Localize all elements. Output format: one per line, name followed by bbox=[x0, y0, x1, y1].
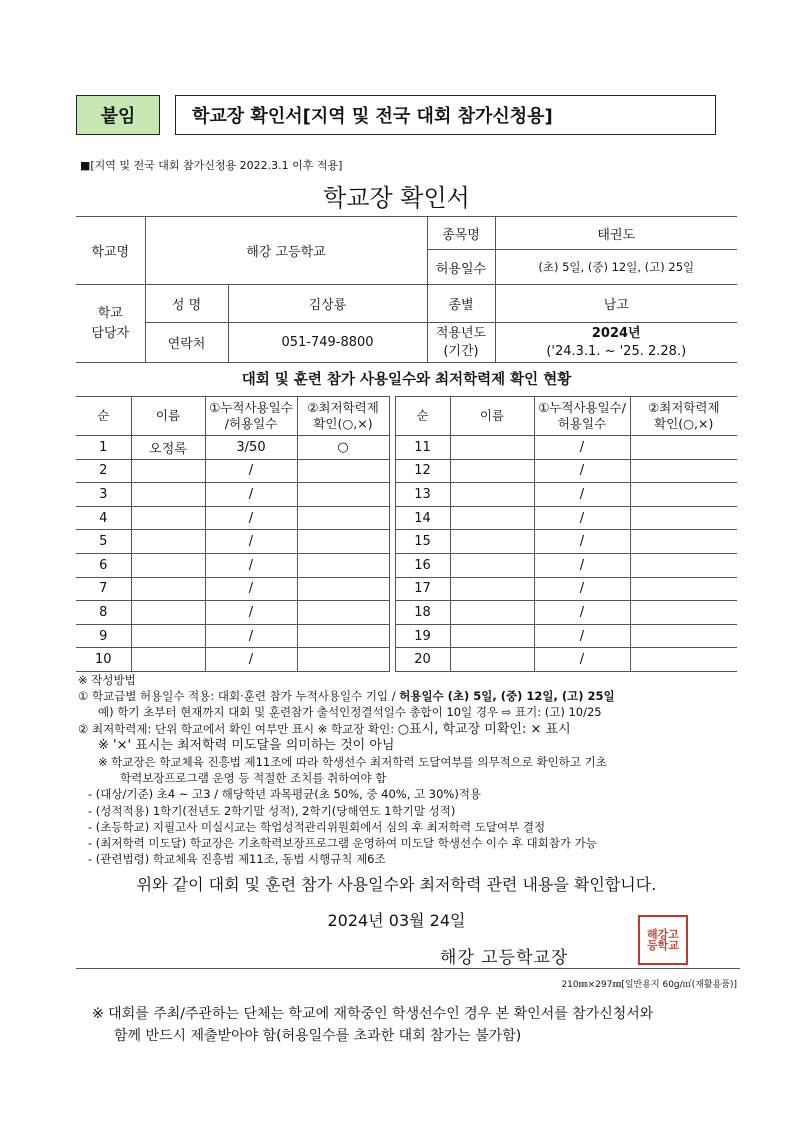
name-value: 김상룡 bbox=[228, 285, 427, 323]
header-days-right: ①누적사용일수/ 허용일수 bbox=[534, 397, 630, 436]
row-no-right: 15 bbox=[395, 530, 450, 554]
table-row bbox=[76, 601, 737, 625]
row-name-right bbox=[450, 459, 534, 483]
school-info-table bbox=[76, 216, 737, 363]
row-check-left bbox=[297, 530, 389, 554]
row-no-left: 3 bbox=[76, 483, 131, 507]
writing-instructions bbox=[78, 672, 740, 867]
row-name-right bbox=[450, 436, 534, 460]
row-days-right: / bbox=[534, 530, 630, 554]
row-days-left: / bbox=[205, 624, 297, 648]
row-no-right: 19 bbox=[395, 624, 450, 648]
row-days-right: / bbox=[534, 483, 630, 507]
event-value: 태권도 bbox=[495, 217, 737, 250]
row-no-left: 5 bbox=[76, 530, 131, 554]
header-no-left: 순 bbox=[76, 397, 131, 436]
row-name-right bbox=[450, 601, 534, 625]
row-name-right bbox=[450, 577, 534, 601]
row-check-left bbox=[297, 459, 389, 483]
allowed-days-label: 허용일수 bbox=[427, 250, 495, 285]
row-no-right: 12 bbox=[395, 459, 450, 483]
contact-value: 051-749-8800 bbox=[228, 323, 427, 363]
row-check-left bbox=[297, 506, 389, 530]
year-value: 2024년 bbox=[591, 325, 641, 341]
attachment-badge: 붙임 bbox=[76, 95, 160, 135]
rule-elementary: - (초등학교) 지필고사 미실시교는 학업성적관리위원회에서 심의 후 최저학력 도달여부 결정 bbox=[88, 819, 546, 834]
row-no-right: 18 bbox=[395, 601, 450, 625]
name-label: 성 명 bbox=[145, 285, 228, 323]
row-days-left: / bbox=[205, 483, 297, 507]
row-name-left bbox=[131, 506, 205, 530]
category-value: 남고 bbox=[495, 285, 737, 323]
row-check-right bbox=[630, 553, 737, 577]
row-check-right bbox=[630, 624, 737, 648]
bottom-divider bbox=[76, 968, 740, 969]
rule-grades: - (성적적용) 1학기(전년도 2학기말 성적), 2학기(당해연도 1학기말 성적) bbox=[88, 803, 456, 818]
row-days-left: / bbox=[205, 648, 297, 672]
row-no-left: 2 bbox=[76, 459, 131, 483]
row-days-right: / bbox=[534, 648, 630, 672]
row-name-left bbox=[131, 577, 205, 601]
row-name-right bbox=[450, 553, 534, 577]
row-days-left: / bbox=[205, 459, 297, 483]
row-no-right: 20 bbox=[395, 648, 450, 672]
row-check-right bbox=[630, 459, 737, 483]
usage-status-table bbox=[76, 396, 737, 672]
rule-target: - (대상/기준) 초4 ~ 고3 / 해당학년 과목평균(초 50%, 중 40%, 고 30%)적용 bbox=[88, 787, 482, 802]
row-name-right bbox=[450, 624, 534, 648]
row-no-left: 6 bbox=[76, 553, 131, 577]
contact-label: 연락처 bbox=[145, 323, 228, 363]
row-no-left: 1 bbox=[76, 436, 131, 460]
row-check-right bbox=[630, 483, 737, 507]
row-days-left: / bbox=[205, 553, 297, 577]
row-no-left: 4 bbox=[76, 506, 131, 530]
row-days-right: / bbox=[534, 553, 630, 577]
row-no-right: 13 bbox=[395, 483, 450, 507]
row-check-right bbox=[630, 436, 737, 460]
row-no-left: 8 bbox=[76, 601, 131, 625]
row-no-left: 10 bbox=[76, 648, 131, 672]
row-check-left bbox=[297, 553, 389, 577]
confirmation-statement: 위와 같이 대회 및 훈련 참가 사용일수와 최저학력 관련 내용을 확인합니다. bbox=[136, 875, 657, 894]
allowed-days-emphasis: 허용일수 (초) 5일, (중) 12일, (고) 25일 bbox=[399, 689, 615, 704]
table-row bbox=[76, 436, 737, 460]
category-label: 종별 bbox=[427, 285, 495, 323]
row-no-right: 16 bbox=[395, 553, 450, 577]
row-days-left: / bbox=[205, 577, 297, 601]
table-row bbox=[76, 459, 737, 483]
school-label: 학교명 bbox=[76, 217, 145, 285]
row-check-left bbox=[297, 624, 389, 648]
paper-spec: 210㎜×297㎜[일반용지 60g/㎡(재활용품)] bbox=[561, 980, 737, 990]
header-days-left: ①누적사용일수 /허용일수 bbox=[205, 397, 297, 436]
row-name-right bbox=[450, 530, 534, 554]
row-no-right: 14 bbox=[395, 506, 450, 530]
header-name-right: 이름 bbox=[450, 397, 534, 436]
rule-below-minimum: - (최저학력 미도달) 학교장은 기초학력보장프로그램 운영하여 미도달 학생선수 이수 후 대회참가 가능 bbox=[88, 836, 597, 851]
applicability-note: ■[지역 및 전국 대회 참가신청용 2022.3.1 이후 적용] bbox=[80, 159, 343, 172]
section-title: 대회 및 훈련 참가 사용일수와 최저학력제 확인 현황 bbox=[76, 362, 737, 397]
instructions-heading: ※ 작성방법 bbox=[78, 673, 136, 687]
table-row bbox=[76, 648, 737, 672]
school-seal-stamp: 해강고 등학교 bbox=[638, 915, 688, 965]
instruction-note-principal-cont: 학력보장프로그램 운영 등 적절한 조치를 취하여야 함 bbox=[120, 771, 387, 786]
table-row bbox=[76, 483, 737, 507]
year-cell bbox=[495, 323, 737, 363]
row-days-right: / bbox=[534, 436, 630, 460]
row-days-right: / bbox=[534, 577, 630, 601]
row-check-right bbox=[630, 530, 737, 554]
confirmation-date: 2024년 03월 24일 bbox=[327, 911, 466, 930]
row-name-left bbox=[131, 624, 205, 648]
row-name-right bbox=[450, 483, 534, 507]
row-name-left bbox=[131, 553, 205, 577]
row-days-left: / bbox=[205, 530, 297, 554]
row-check-left bbox=[297, 577, 389, 601]
row-name-left bbox=[131, 459, 205, 483]
row-days-right: / bbox=[534, 624, 630, 648]
table-row bbox=[76, 624, 737, 648]
header-title: 학교장 확인서[지역 및 전국 대회 참가신청용] bbox=[175, 95, 716, 135]
header-check-left: ②최저학력제 확인(○,×) bbox=[297, 397, 389, 436]
row-no-right: 17 bbox=[395, 577, 450, 601]
instruction-note-principal: ※ 학교장은 학교체육 진흥법 제11조에 따라 학생선수 최저학력 도달여부를 의무적으로 확인하고 기초 bbox=[98, 755, 607, 770]
row-name-left bbox=[131, 530, 205, 554]
principal-name: 해강 고등학교장 bbox=[440, 948, 569, 968]
school-value: 해강 고등학교 bbox=[145, 217, 427, 285]
header-check-right: ②최저학력제 확인(○,×) bbox=[630, 397, 737, 436]
table-row bbox=[76, 553, 737, 577]
row-check-right bbox=[630, 577, 737, 601]
instruction-1: ① 학교급별 허용일수 적용: 대회·훈련 참가 누적사용일수 기입 / 허용일수 (초) 5일, (중) 12일, (고) 25일 bbox=[78, 689, 615, 704]
row-days-left: 3/50 bbox=[205, 436, 297, 460]
row-days-right: / bbox=[534, 459, 630, 483]
header-no-right: 순 bbox=[395, 397, 450, 436]
row-days-left: / bbox=[205, 506, 297, 530]
document-title: 학교장 확인서 bbox=[323, 184, 470, 212]
row-days-left: / bbox=[205, 601, 297, 625]
submission-footnote bbox=[92, 1003, 752, 1047]
instruction-example: 예) 학기 초부터 현재까지 대회 및 훈련참가 출석인정결석일수 총합이 10일 경우 ⇨ 표기: (고) 10/25 bbox=[98, 705, 602, 720]
event-label: 종목명 bbox=[427, 217, 495, 250]
manager-label: 학교 담당자 bbox=[76, 285, 145, 363]
table-row bbox=[76, 577, 737, 601]
row-check-right bbox=[630, 601, 737, 625]
row-days-right: / bbox=[534, 601, 630, 625]
row-name-left: 오정록 bbox=[131, 436, 205, 460]
instruction-2: ② 최저학력제: 단위 학교에서 확인 여부만 표시 ※ 학교장 확인: ○표시, 학교장 미확인: × 표시 bbox=[78, 721, 571, 737]
row-check-left: ○ bbox=[297, 436, 389, 460]
header-name-left: 이름 bbox=[131, 397, 205, 436]
row-name-left bbox=[131, 648, 205, 672]
row-name-left bbox=[131, 601, 205, 625]
row-check-right bbox=[630, 648, 737, 672]
row-check-left bbox=[297, 483, 389, 507]
footnote-line-1: ※ 대회를 주최/주관하는 단체는 학교에 재학중인 학생선수인 경우 본 확인서를 참가신청서와 bbox=[92, 1006, 654, 1022]
table-row bbox=[76, 506, 737, 530]
footnote-line-2: 함께 반드시 제출받아야 함(허용일수를 초과한 대회 참가는 불가함) bbox=[114, 1028, 522, 1044]
row-check-left bbox=[297, 648, 389, 672]
year-label: 적용년도 (기간) bbox=[427, 323, 495, 363]
allowed-days-value: (초) 5일, (중) 12일, (고) 25일 bbox=[495, 250, 737, 285]
row-no-left: 9 bbox=[76, 624, 131, 648]
period-value: ('24.3.1. ~ '25. 2.28.) bbox=[546, 343, 687, 359]
row-no-right: 11 bbox=[395, 436, 450, 460]
instruction-note-x: ※ '×' 표시는 최저학력 미도달을 의미하는 것이 아님 bbox=[98, 737, 395, 753]
row-days-right: / bbox=[534, 506, 630, 530]
row-name-right bbox=[450, 648, 534, 672]
rule-law: - (관련법령) 학교체육 진흥법 제11조, 동법 시행규칙 제6조 bbox=[88, 852, 386, 867]
row-name-right bbox=[450, 506, 534, 530]
row-check-left bbox=[297, 601, 389, 625]
row-check-right bbox=[630, 506, 737, 530]
table-row bbox=[76, 530, 737, 554]
row-name-left bbox=[131, 483, 205, 507]
row-no-left: 7 bbox=[76, 577, 131, 601]
